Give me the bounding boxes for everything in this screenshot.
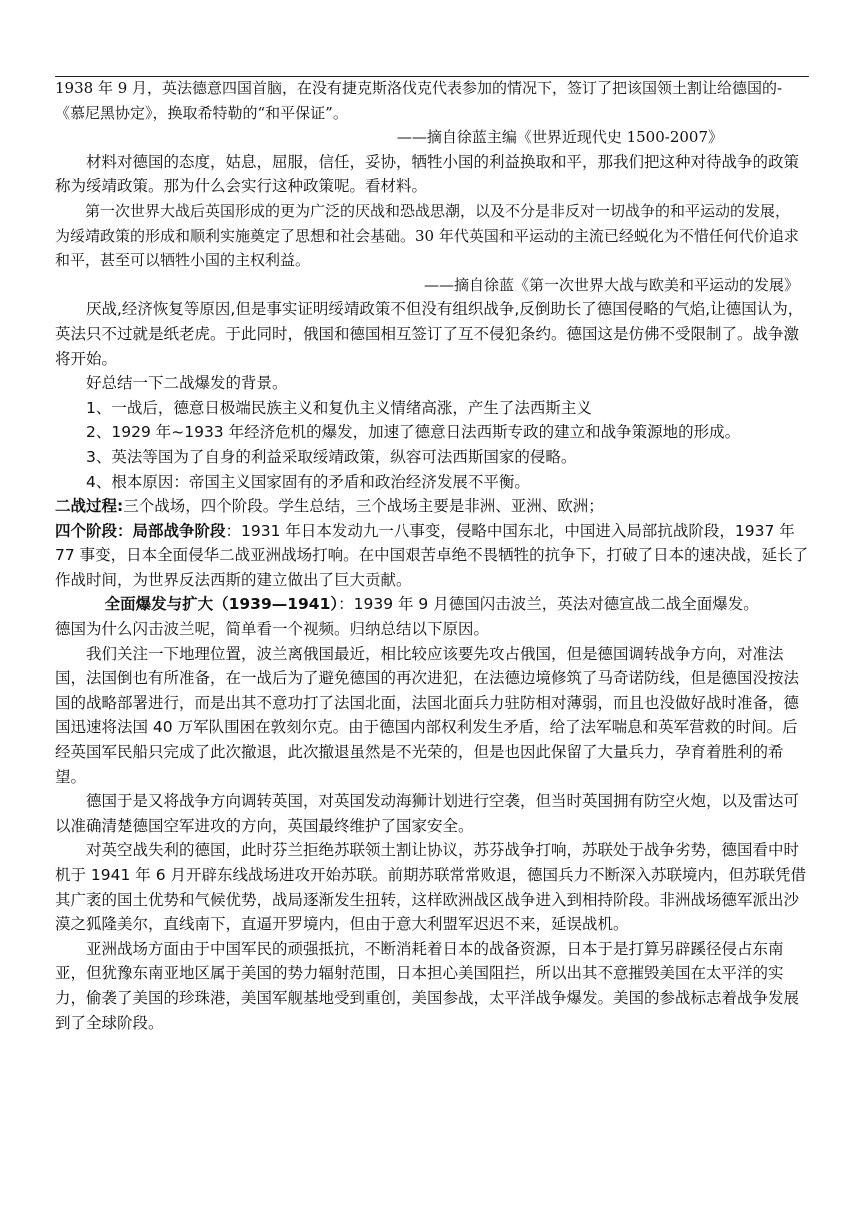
process-label: 二战过程: [55, 497, 124, 516]
list-item-1: 1、一战后，德意日极端民族主义和复仇主义情绪高涨，产生了法西斯主义 [86, 398, 592, 417]
paragraph-france: 我们关注一下地理位置，波兰离俄国最近，相比较应该要先攻占俄国，但是德国调转战争方向，对准法国，法国倒也有所准备，在一战后为了避免德国的再次进犯，在法德边境修筑了马奇诺防线，但是德国没按法国的战略部署进行，而是出其不意功打了法国北面，法国北面兵力驻防相对薄弱，而且也没做好战时准备，德国迅速将法国 40 万军队围困在敦刻尔克。由于德国内部权利发生矛盾，给了法军喘息和英军营救的时间。后经英国军民船只完成了此次撤退，此次撤退虽然是不光荣的，但是也因此保留了大量兵力，孕育着胜利的希望。 [55, 644, 800, 786]
paragraph-poland-question: 德国为什么闪击波兰呢，简单看一个视频。归纳总结以下原因。 [55, 620, 490, 639]
paragraph-appeasement: 材料对德国的态度，姑息，屈服，信任，妥协，牺牲小国的利益换取和平，那我们把这种对待战争的政策称为绥靖政策。那为什么会实行这种政策呢。看材料。 [55, 152, 800, 196]
quote-peace-movement: 第一次世界大战后英国形成的更为广泛的厌战和恐战思潮，以及不分是非反对一切战争的和平运动的发展， 为绥靖政策的形成和顺利实施奠定了思想和社会基础。30 年代英国和平运动的主流已经蜕化为不惜任何代价追求和平，甚至可以牺牲小国的主权利益。 [55, 201, 799, 270]
document-body [55, 60, 809, 1035]
list-item-3: 3、英法等国为了自身的利益采取绥靖政策，纵容可法西斯国家的侵略。 [86, 447, 577, 466]
quote-source-1: ——摘自徐蓝主编《世界近现代史 1500-2007》 [396, 128, 723, 147]
quote-munich: 1938 年 9 月，英法德意四国首脑，在没有捷克斯洛伐克代表参加的情况下，签订了把该国领土割让给德国的-《慕尼黑协定》，换取希特勒的“和平保证”。 [55, 79, 783, 122]
paragraph-full-outbreak [55, 592, 809, 617]
full-outbreak-label: 全面爆发与扩大（1939—1941） [104, 595, 339, 614]
paragraph-britain: 德国于是又将战争方向调转英国，对英国发动海狮计划进行空袭，但当时英国拥有防空火炮，以及雷达可以准确清楚德国空军进攻的方向，英国最终维护了国家安全。 [55, 792, 800, 835]
paragraph-pacific: 亚洲战场方面由于中国军民的顽强抵抗，不断消耗着日本的战备资源，日本于是打算另辟蹊径侵占东南亚，但犹豫东南亚地区属于美国的势力辐射范围，日本担心美国阻拦，所以出其不意摧毁美国在太平洋的实力，偷袭了美国的珍珠港，美国军舰基地受到重创，美国参战，太平洋战争爆发。美国的参战标志着战争发展到了全球阶段。 [55, 939, 800, 1032]
paragraph-summary-intro: 好总结一下二战爆发的背景。 [86, 374, 288, 393]
paragraph-results: 厌战,经济恢复等原因,但是事实证明绥靖政策不但没有组织战争,反倒助长了德国侵略的气焰,让德国认为，英法只不过就是纸老虎。于此同时，俄国和德国相互签订了互不侵犯条约。德国这是仿佛不受限制了。战争激将开始。 [55, 300, 804, 368]
stage-text: ：1931 年日本发动九一八事变，侵略中国东北，中国进入局部抗战阶段，1937 年 77 事变，日本全面侵华二战亚洲战场打响。在中国艰苦卓绝不畏牺牲的抗争下，打破了日本的速决战，延长了作战时间，为世界反法西斯的建立做出了巨大贡献。 [55, 521, 809, 589]
stage-label: 四个阶段：局部战争阶段 [55, 521, 226, 540]
paragraph-stages [55, 519, 809, 593]
process-text: 三个战场，四个阶段。学生总结，三个战场主要是非洲、亚洲、欧洲； [123, 497, 604, 516]
quote-source-2: ——摘自徐蓝《第一次世界大战与欧美和平运动的发展》 [423, 275, 799, 294]
paragraph-soviet: 对英空战失利的德国，此时芬兰拒绝苏联领土割让协议，苏芬战争打响，苏联处于战争劣势，德国看中时机于 1941 年 6 月开辟东线战场进攻开始苏联。前期苏联常常败退，德国兵力不断深入苏联境内，但苏联凭借其广袤的国土优势和气候优势，战局逐渐发生扭转，这样欧洲战区战争进入到相持阶段。非洲战场德军派出沙漠之狐隆美尔，直线南下，直逼开罗境内，但由于意大利盟军迟迟不来，延误战机。 [55, 841, 807, 934]
full-outbreak-text: ：1939 年 9 月德国闪击波兰，英法对德宣战二战全面爆发。 [338, 595, 759, 614]
paragraph-process [55, 494, 809, 519]
list-item-4: 4、根本原因：帝国主义国家固有的矛盾和政治经济发展不平衡。 [86, 472, 530, 491]
list-item-2: 2、1929 年~1933 年经济危机的爆发，加速了德意日法西斯专政的建立和战争策源地的形成。 [86, 423, 741, 442]
